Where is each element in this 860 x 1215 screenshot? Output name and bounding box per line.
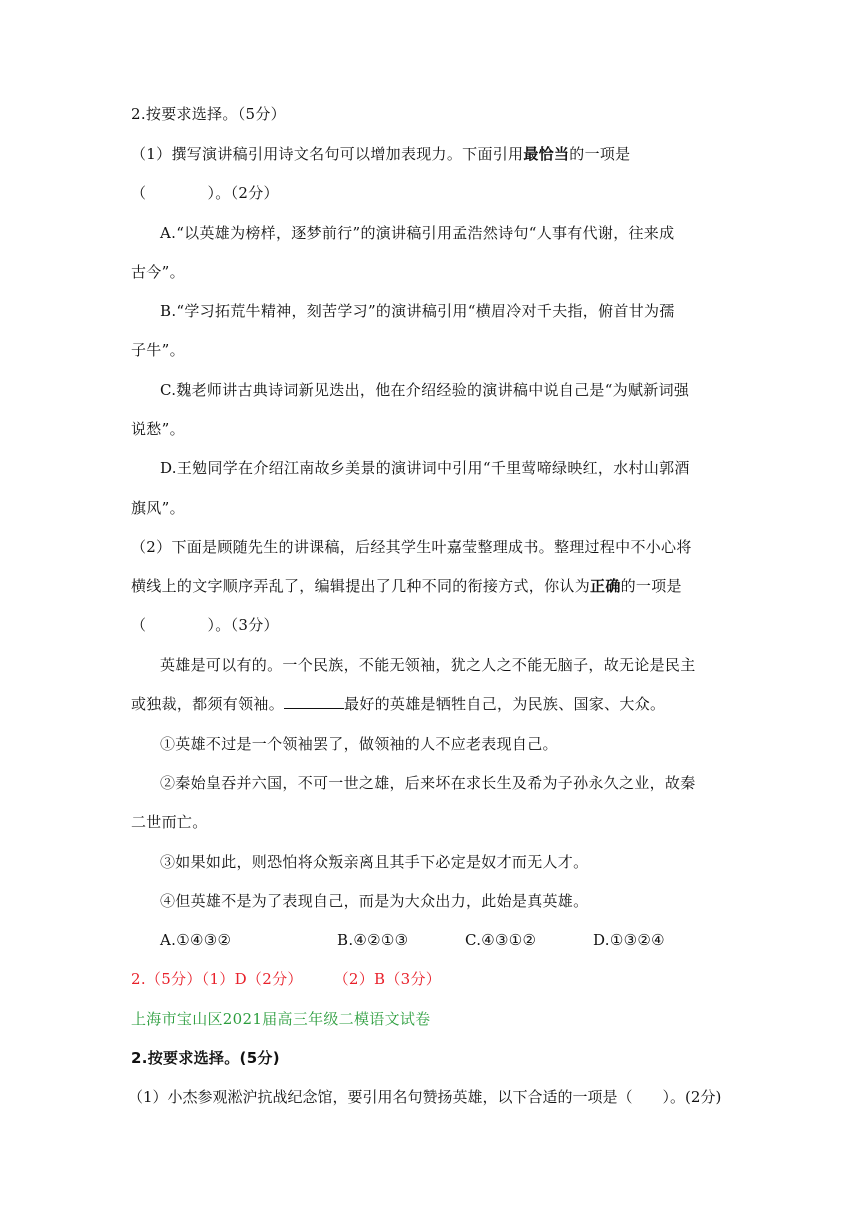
sentence-3: ③如果如此，则恐怕将众叛亲离且其手下必定是奴才而无人才。 (160, 853, 589, 871)
option-c-line-1: C.魏老师讲古典诗词新见迭出，他在介绍经验的演讲稿中说自己是“为赋新词强 (160, 381, 690, 399)
sentence-2-line-1: ②秦始皇吞并六国，不可一世之雄，后来坏在求长生及希为子孙永久之业，故秦 (160, 774, 696, 792)
choice-b: B.④②①③ (337, 931, 409, 949)
choice-c: C.④③①② (465, 931, 537, 949)
question-1-line-2: （ ）。（2分） (131, 184, 279, 202)
option-a-line-1: A.“以英雄为榜样，逐梦前行”的演讲稿引用孟浩然诗句“人事有代谢，往来成 (160, 224, 675, 242)
emphasis-most-appropriate: 最恰当 (523, 145, 570, 163)
option-a-line-2: 古今”。 (131, 263, 185, 281)
choice-a: A.①④③② (160, 931, 232, 949)
option-b-line-2: 子牛”。 (131, 341, 185, 359)
answer-key: 2.（5分）（1）D（2分） （2）B（3分） (131, 970, 442, 988)
question-2b-title: 2.按要求选择。(5分) (131, 1049, 280, 1067)
fill-in-blank (284, 694, 344, 709)
question-2-line-2: 横线上的文字顺序弄乱了，编辑提出了几种不同的衔接方式，你认为正确的一项是 (131, 577, 682, 595)
option-b-line-1: B.“学习拓荒牛精神，刻苦学习”的演讲稿引用“横眉冷对千夫指，俯首甘为孺 (160, 302, 675, 320)
exam-source-title: 上海市宝山区2021届高三年级二模语文试卷 (131, 1010, 431, 1028)
emphasis-correct: 正确 (590, 577, 621, 595)
question-title: 2.按要求选择。（5分） (131, 105, 286, 123)
question-2b-1: （1）小杰参观淞沪抗战纪念馆，要引用名句赞扬英雄，以下合适的一项是（ ）。(2分) (128, 1088, 722, 1106)
passage-line-2: 或独裁，都须有领袖。 最好的英雄是牺牲自己，为民族、国家、大众。 (131, 695, 666, 713)
option-c-line-2: 说愁”。 (131, 420, 185, 438)
question-1-line-1 (131, 143, 728, 165)
option-d-line-2: 旗风”。 (131, 499, 185, 517)
option-d-line-1: D.王勉同学在介绍江南故乡美景的演讲词中引用“千里莺啼绿映红，水村山郭酒 (160, 459, 690, 477)
sentence-2-line-2: 二世而亡。 (131, 813, 208, 831)
passage-line-1: 英雄是可以有的。一个民族，不能无领袖，犹之人之不能无脑子，故无论是民主 (160, 656, 696, 674)
question-1-text-prefix: （1）撰写演讲稿引用诗文名句可以增加表现力。下面引用最恰当的一项是 (131, 145, 631, 163)
sentence-1: ①英雄不过是一个领袖罢了，做领袖的人不应老表现自己。 (160, 735, 558, 753)
sentence-4: ④但英雄不是为了表现自己，而是为大众出力，此始是真英雄。 (160, 892, 589, 910)
choice-row (0, 929, 860, 951)
question-2-line-1: （2）下面是顾随先生的讲课稿，后经其学生叶嘉莹整理成书。整理过程中不小心将 (131, 538, 692, 556)
question-2-line-3: （ ）。（3分） (131, 616, 279, 634)
choice-d: D.①③②④ (593, 931, 665, 949)
